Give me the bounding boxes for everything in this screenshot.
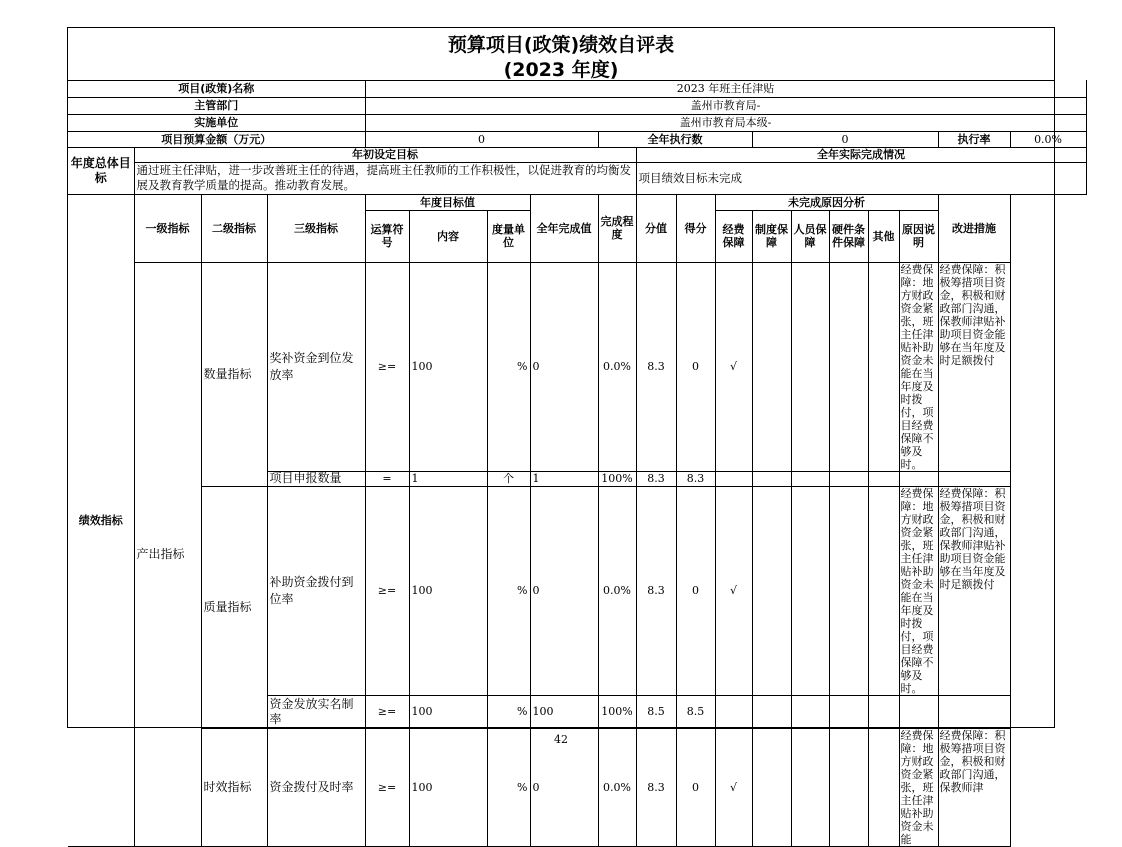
- score-header: 得分: [676, 194, 715, 262]
- level3-cell: 资金发放实名制率: [267, 695, 365, 728]
- funds-check-cell: √: [715, 486, 752, 695]
- staff-check-cell: [791, 486, 829, 695]
- fix-cell: [938, 695, 1010, 728]
- level2-cell: 数量指标: [201, 262, 267, 486]
- reason-desc-cell: 经费保障：地方财政资金紧张，班主任津贴补助资金未能: [899, 728, 938, 846]
- system-check-cell: [752, 471, 791, 486]
- table-row: [68, 486, 1086, 695]
- info-row-unit: [68, 114, 1086, 131]
- staff-check-cell: [791, 471, 829, 486]
- content-cell: 100: [409, 695, 487, 728]
- fix-cell: 经费保障：积极筹措项目资金，积极和财政部门沟通，保教师津: [938, 728, 1010, 846]
- op-header: 运算符号: [365, 210, 409, 262]
- reason-desc-cell: [899, 695, 938, 728]
- info-row-budget: [68, 131, 1086, 147]
- level2-header: 二级指标: [201, 194, 267, 262]
- indicator-header-row1: [68, 194, 1086, 210]
- done-cell: 1: [530, 471, 598, 486]
- perf-indicator-label: 绩效指标: [68, 194, 134, 846]
- content-cell: 100: [409, 486, 487, 695]
- exec-label: 全年执行数: [598, 131, 752, 147]
- degree-cell: 100%: [598, 471, 636, 486]
- reason-desc-cell: [899, 471, 938, 486]
- score-cell: 0: [676, 728, 715, 846]
- unit-cell: %: [487, 695, 530, 728]
- funds-check-cell: √: [715, 262, 752, 471]
- unit-header: 度量单位: [487, 210, 530, 262]
- op-cell: ≥=: [365, 695, 409, 728]
- hardware-check-cell: [829, 262, 868, 471]
- actual-goal-text: 项目绩效目标未完成: [636, 162, 1086, 194]
- dept-label: 主管部门: [68, 97, 365, 114]
- other-check-cell: [868, 695, 899, 728]
- initial-goal-text: 通过班主任津贴，进一步改善班主任的待遇，提高班主任教师的工作积极性，以促进教育的均衡发展及教育教学质量的提高。推动教育发展。: [134, 162, 636, 194]
- done-cell: 0: [530, 262, 598, 471]
- done-cell: 100: [530, 695, 598, 728]
- info-row-project: [68, 80, 1086, 97]
- score-value-header: 分值: [636, 194, 676, 262]
- budget-value: 0: [365, 131, 598, 147]
- goal-text-row: [68, 162, 1086, 194]
- level2-cell: 时效指标: [201, 728, 267, 846]
- other-check-cell: [868, 486, 899, 695]
- content-cell: 1: [409, 471, 487, 486]
- unit-cell: %: [487, 262, 530, 471]
- unit-cell: %: [487, 486, 530, 695]
- level1-header: 一级指标: [134, 194, 201, 262]
- other-check-cell: [868, 262, 899, 471]
- level2-cell: 质量指标: [201, 486, 267, 728]
- page-title: 预算项目(政策)绩效自评表: [447, 34, 675, 56]
- score-cell: 0: [676, 486, 715, 695]
- degree-cell: 0.0%: [598, 728, 636, 846]
- budget-label: 项目预算金额（万元）: [68, 131, 365, 147]
- actual-goal-label: 全年实际完成情况: [636, 147, 1086, 162]
- content-header: 内容: [409, 210, 487, 262]
- goal-header-row: [68, 147, 1086, 162]
- staff-check-cell: [791, 262, 829, 471]
- op-cell: ≥=: [365, 728, 409, 846]
- funds-check-cell: √: [715, 728, 752, 846]
- op-cell: =: [365, 471, 409, 486]
- table-row: [68, 262, 1086, 471]
- level3-cell: 资金拨付及时率: [267, 728, 365, 846]
- funds-check-cell: [715, 471, 752, 486]
- score-cell: 0: [676, 262, 715, 471]
- system-check-cell: [752, 695, 791, 728]
- unit-cell: 个: [487, 471, 530, 486]
- reason-other-header: 其他: [868, 210, 899, 262]
- reason-desc-cell: 经费保障：地方财政资金紧张，班主任津贴补助资金未能在当年度及时拨付，项目经费保障不够及时。: [899, 486, 938, 695]
- value-cell: 8.5: [636, 695, 676, 728]
- unit-value: 盖州市教育局本级-: [365, 114, 1086, 131]
- dept-value: 盖州市教育局-: [365, 97, 1086, 114]
- done-cell: 0: [530, 486, 598, 695]
- evaluation-table: [68, 80, 1087, 847]
- system-check-cell: [752, 486, 791, 695]
- hardware-check-cell: [829, 486, 868, 695]
- unit-label: 实施单位: [68, 114, 365, 131]
- op-cell: ≥=: [365, 262, 409, 471]
- reason-desc-header: 原因说明: [899, 210, 938, 262]
- rate-value: 0.0%: [1010, 131, 1086, 147]
- content-cell: 100: [409, 262, 487, 471]
- hardware-check-cell: [829, 695, 868, 728]
- level3-cell: 补助资金拨付到位率: [267, 486, 365, 695]
- exec-value: 0: [752, 131, 938, 147]
- level1-output: 产出指标: [134, 262, 201, 846]
- hardware-check-cell: [829, 471, 868, 486]
- degree-cell: 100%: [598, 695, 636, 728]
- level3-header: 三级指标: [267, 194, 365, 262]
- info-row-dept: [68, 97, 1086, 114]
- degree-header: 完成程度: [598, 194, 636, 262]
- level3-cell: 项目申报数量: [267, 471, 365, 486]
- funds-check-cell: [715, 695, 752, 728]
- value-cell: 8.3: [636, 262, 676, 471]
- reason-staff-header: 人员保障: [791, 210, 829, 262]
- project-name-label: 项目(政策)名称: [68, 80, 365, 97]
- page-number: 42: [554, 733, 568, 746]
- fix-cell: [938, 471, 1010, 486]
- page-subtitle: (2023 年度): [503, 59, 619, 81]
- value-cell: 8.3: [636, 728, 676, 846]
- fix-header: 改进措施: [938, 194, 1010, 262]
- value-cell: 8.3: [636, 471, 676, 486]
- done-header: 全年完成值: [530, 194, 598, 262]
- fix-cell: 经费保障：积极筹措项目资金，积极和财政部门沟通，保教师津贴补助项目资金能够在当年度及时足额拨付: [938, 262, 1010, 471]
- staff-check-cell: [791, 695, 829, 728]
- score-cell: 8.3: [676, 471, 715, 486]
- unit-cell: %: [487, 728, 530, 846]
- reasons-header: 未完成原因分析: [715, 194, 938, 210]
- score-cell: 8.5: [676, 695, 715, 728]
- reason-system-header: 制度保障: [752, 210, 791, 262]
- reason-hardware-header: 硬件条件保障: [829, 210, 868, 262]
- target-header: 年度目标值: [365, 194, 530, 210]
- reason-desc-cell: 经费保障：地方财政资金紧张，班主任津贴补助资金未能在当年度及时拨付，项目经费保障不够及时。: [899, 262, 938, 471]
- op-cell: ≥=: [365, 486, 409, 695]
- value-cell: 8.3: [636, 486, 676, 695]
- rate-label: 执行率: [938, 131, 1010, 147]
- degree-cell: 0.0%: [598, 486, 636, 695]
- project-name-value: 2023 年班主任津贴: [365, 80, 1086, 97]
- fix-cell: 经费保障：积极筹措项目资金，积极和财政部门沟通，保教师津贴补助项目资金能够在当年度及时足额拨付: [938, 486, 1010, 695]
- level3-cell: 奖补资金到位发放率: [267, 262, 365, 471]
- initial-goal-label: 年初设定目标: [134, 147, 636, 162]
- done-cell: 0: [530, 728, 598, 846]
- degree-cell: 0.0%: [598, 262, 636, 471]
- system-check-cell: [752, 262, 791, 471]
- annual-goal-label: 年度总体目标: [68, 147, 134, 194]
- title-block: [68, 28, 1054, 81]
- reason-funds-header: 经费保障: [715, 210, 752, 262]
- content-cell: 100: [409, 728, 487, 846]
- other-check-cell: [868, 471, 899, 486]
